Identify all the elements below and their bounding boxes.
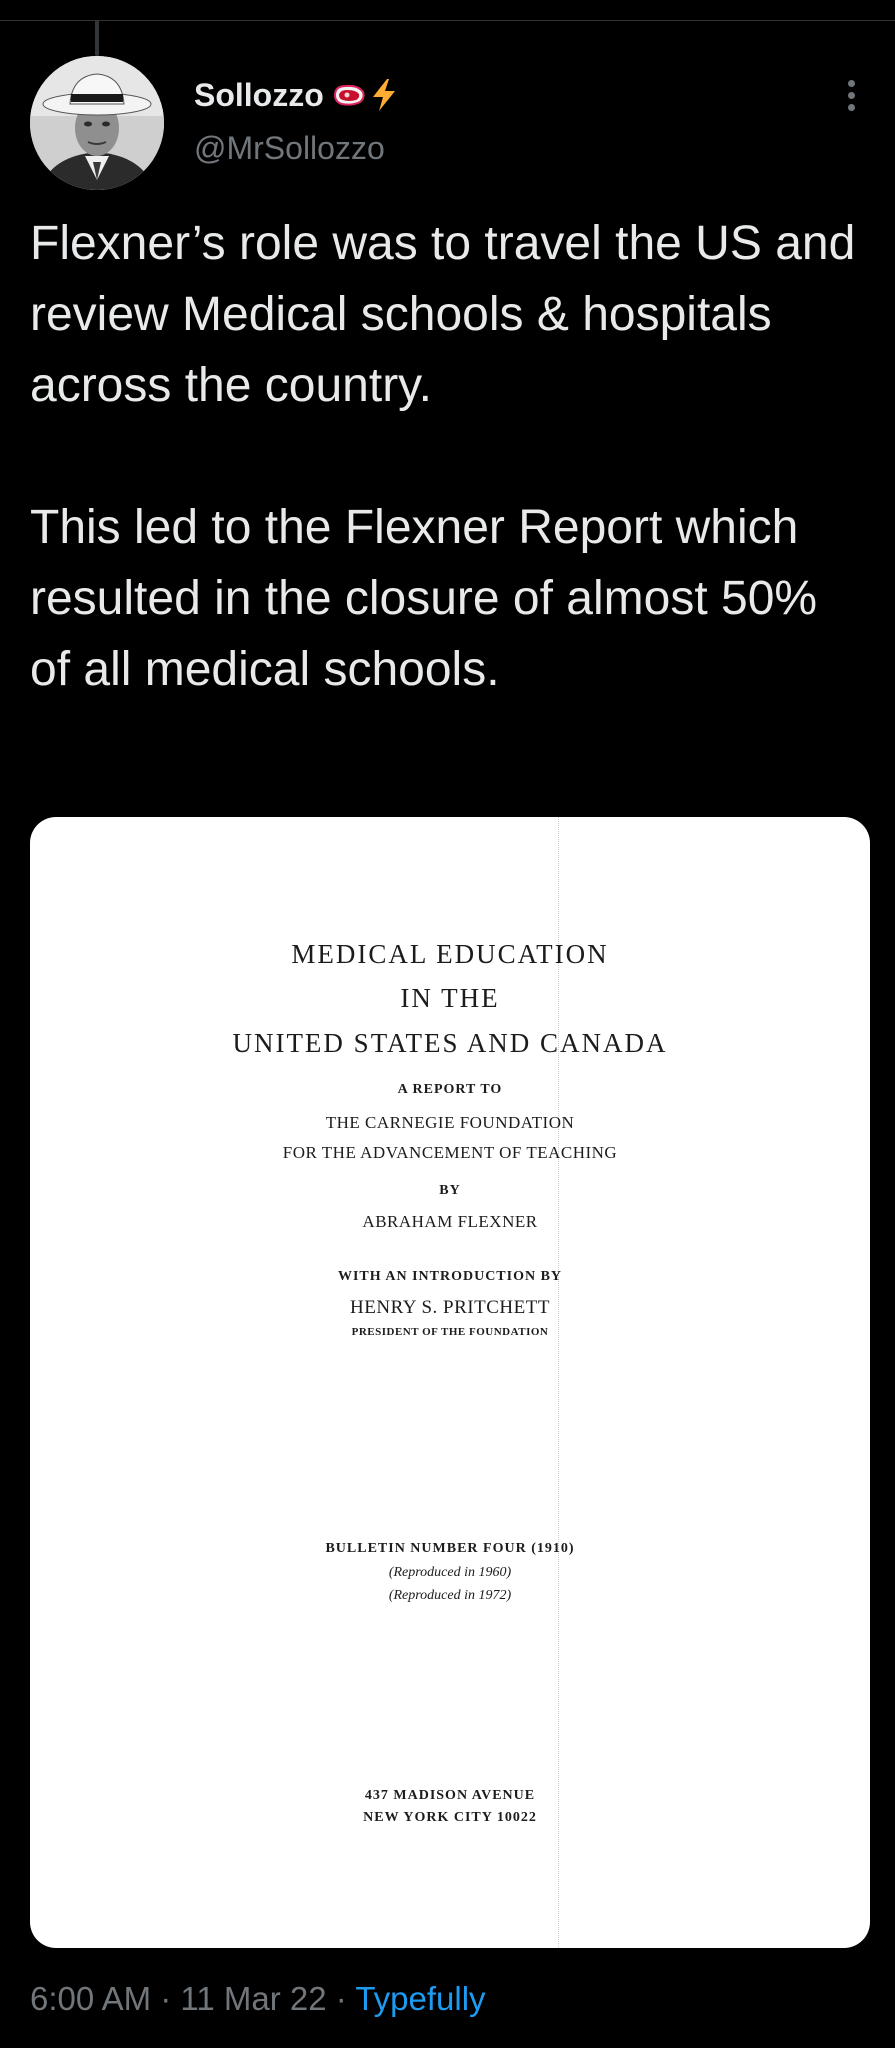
doc-title-line-2: IN THE: [400, 983, 500, 1013]
steak-emoji-icon: [332, 82, 366, 108]
doc-subtitle-line-1: A REPORT TO: [397, 1082, 503, 1097]
tweet-paragraph: Flexner’s role was to travel the US and review Medical schools & hospitals across the country.: [30, 217, 856, 412]
tweet-timestamp-row: [30, 1980, 486, 2018]
doc-reproduced-2: (Reproduced in 1972): [388, 1588, 512, 1603]
more-dot-icon: [848, 80, 855, 87]
lightning-emoji-icon: [370, 78, 398, 112]
tweet-source-link[interactable]: Typefully: [355, 1980, 486, 2017]
doc-author: ABRAHAM FLEXNER: [362, 1212, 538, 1231]
doc-title-line-3: UNITED STATES AND CANADA: [232, 1028, 668, 1058]
doc-reproduced-1: (Reproduced in 1960): [388, 1565, 512, 1580]
avatar-portrait-icon: [30, 56, 164, 190]
doc-title-line-1: MEDICAL EDUCATION: [291, 939, 609, 969]
doc-address-1: 437 MADISON AVENUE: [364, 1788, 536, 1803]
author-display-name[interactable]: Sollozzo: [194, 76, 324, 113]
doc-intro: WITH AN INTRODUCTION BY: [337, 1269, 563, 1284]
doc-subtitle-line-2: THE CARNEGIE FOUNDATION: [325, 1113, 575, 1132]
doc-by: BY: [439, 1183, 461, 1198]
tweet-text: [30, 208, 865, 705]
separator-dot: ·: [335, 1980, 347, 2017]
more-dot-icon: [848, 92, 855, 99]
tweet-media-image[interactable]: [30, 817, 870, 1948]
doc-intro-name: HENRY S. PRITCHETT: [350, 1297, 550, 1318]
doc-bulletin: BULLETIN NUMBER FOUR (1910): [325, 1541, 575, 1556]
tweet-date[interactable]: 11 Mar 22: [180, 1980, 327, 2017]
doc-address-2: NEW YORK CITY 10022: [363, 1810, 537, 1825]
more-options-button[interactable]: [836, 74, 866, 116]
author-handle[interactable]: @MrSollozzo: [194, 130, 385, 166]
more-dot-icon: [848, 104, 855, 111]
tweet-time[interactable]: 6:00 AM: [30, 1980, 152, 2017]
top-divider: [0, 20, 895, 21]
name-badges: [332, 78, 398, 112]
doc-subtitle-line-3: FOR THE ADVANCEMENT OF TEACHING: [282, 1143, 618, 1162]
author-display-name-row[interactable]: [194, 74, 398, 116]
doc-intro-title: PRESIDENT OF THE FOUNDATION: [351, 1326, 549, 1338]
tweet-paragraph: This led to the Flexner Report which resulted in the closure of almost 50% of all medical schools.: [30, 501, 818, 696]
thread-connector-line: [95, 20, 99, 56]
separator-dot: ·: [160, 1980, 172, 2017]
avatar[interactable]: [30, 56, 164, 190]
